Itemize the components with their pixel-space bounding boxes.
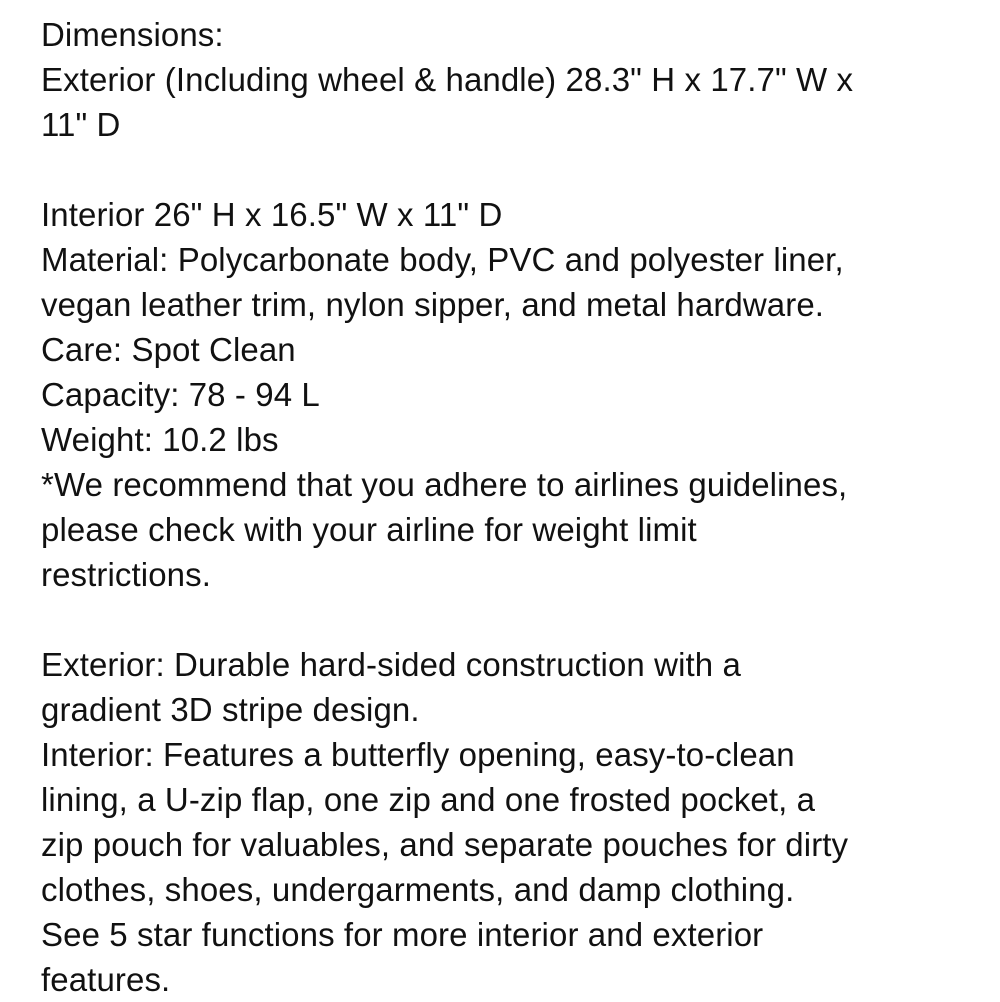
material-line-2: vegan leather trim, nylon sipper, and metal hardware. (41, 286, 825, 323)
exterior-dimensions-line-1: Exterior (Including wheel & handle) 28.3" H x 17.7" W x (41, 61, 854, 98)
interior-dimensions: Interior 26" H x 16.5" W x 11" D (41, 196, 503, 233)
see-more-line-1: See 5 star functions for more interior and exterior (41, 916, 764, 953)
exterior-feature-line-1: Exterior: Durable hard-sided construction with a (41, 646, 741, 683)
care-instructions: Care: Spot Clean (41, 331, 296, 368)
material-line-1: Material: Polycarbonate body, PVC and polyester liner, (41, 241, 844, 278)
interior-feature-line-2: lining, a U-zip flap, one zip and one frosted pocket, a (41, 781, 816, 818)
airline-note-line-2: please check with your airline for weight limit (41, 511, 697, 548)
dimensions-heading: Dimensions: (41, 16, 224, 53)
interior-feature-line-4: clothes, shoes, undergarments, and damp clothing. (41, 871, 795, 908)
weight: Weight: 10.2 lbs (41, 421, 279, 458)
paragraph-gap (41, 597, 971, 642)
product-description (41, 12, 971, 1002)
airline-note-line-3: restrictions. (41, 556, 212, 593)
interior-feature-line-1: Interior: Features a butterfly opening, easy-to-clean (41, 736, 795, 773)
paragraph-gap (41, 147, 971, 192)
interior-feature-line-3: zip pouch for valuables, and separate pouches for dirty (41, 826, 849, 863)
capacity: Capacity: 78 - 94 L (41, 376, 320, 413)
airline-note-line-1: *We recommend that you adhere to airlines guidelines, (41, 466, 848, 503)
exterior-feature-line-2: gradient 3D stripe design. (41, 691, 420, 728)
see-more-line-2: features. (41, 961, 171, 998)
exterior-dimensions-line-2: 11" D (41, 106, 121, 143)
